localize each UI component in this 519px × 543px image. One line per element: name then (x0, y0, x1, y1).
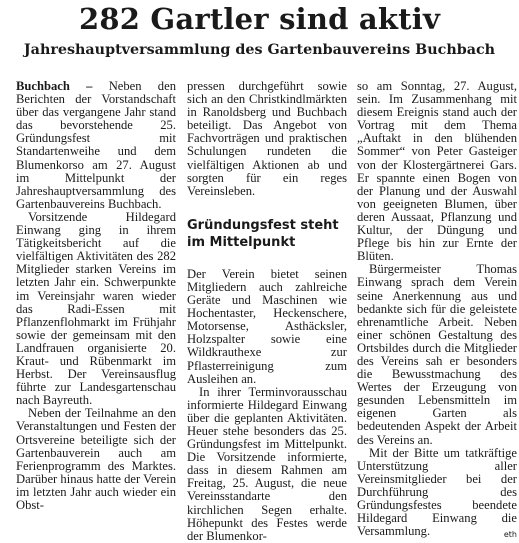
article-column-2 (187, 80, 347, 543)
paragraph (16, 80, 176, 211)
article-column-3 (357, 80, 517, 541)
article-headline: 282 Gartler sind aktiv (78, 2, 441, 36)
author-signature: eth (503, 530, 517, 540)
article-column-1 (16, 80, 176, 512)
paragraph-text: Mit der Bitte um tatkräftige Unterstützung aller Vereinsmitglieder bei der Durchführung des Gründungsfestes beendete Hildegard Einwang die Versammlung. (357, 445, 517, 539)
paragraph (357, 447, 517, 539)
paragraph: Vorsitzende Hildegard Einwang ging in ihrem Tätigkeitsbericht auf die vielfältigen Aktivitäten des 282 Mitglieder starken Vereins im letzten Jahr ein. Schwerpunkte im Vereinsjahr waren wieder das Radi-Essen mit Pflanzenflohmarkt im Frühjahr sowie der gemeinsam mit den Landfrauen organisierte 20. Kraut- und Rübenmarkt im Herbst. Der Vereinsausflug führte zur Landesgartenschau nach Bayreuth. (16, 209, 176, 408)
paragraph: pressen durchgeführt sowie sich an den Christkindlmärkten in Ranoldsberg und Buchbach beteiligt. Das Angebot von Fachvorträgen und praktischen Schulungen rundeten die vielfältigen Aktionen ab und sorgten für ein reges Vereinsleben. (187, 79, 347, 198)
dateline: Buchbach – (16, 79, 93, 93)
article-subheadline: Jahreshauptversammlung des Gartenbauvereins Buchbach (23, 42, 496, 58)
paragraph-text: Neben den Berichten der Vorstandschaft über das vergangene Jahr stand das bevorstehende 25. Gründungsfest mit Standartenweihe und dem Blumenkorso am 27. August im Mittelpunkt der Jahreshauptversammlung des Gartenbauvereins Buchbach. (16, 79, 176, 211)
paragraph: so am Sonntag, 27. August, sein. Im Zusammenhang mit diesem Ereignis stand auch der Vortrag mit dem Thema „Auftakt in den blühenden Sommer“ von Peter Gasteiger von der Klostergärtnerei Gars. Er spannte einen Bogen von der Planung und der Auswahl von geeigneten Blumen, über deren Aussaat, Pflanzung und Kultur, der Düngung und Pflege bis hin zur Ernte der Blüten. (357, 79, 517, 264)
paragraph: Der Verein bietet seinen Mitgliedern auch zahlreiche Geräte und Maschinen wie Hochentaster, Heckenschere, Motorsense, Asthäcksler, Holzspalter sowie eine Wildkrauthexe zur Pflasterreinigung zum Ausleihen an. (187, 266, 347, 386)
paragraph: In ihrer Terminvorausschau informierte Hildegard Einwang über die geplanten Aktivitäten. Heuer stehe besonders das 25. Gründungsfest im Mittelpunkt. Die Vorsitzende informierte, dass in diesem Rahmen am Freitag, 25. August, die neue Vereinsstandarte den kirchlichen Segen erhalte. Höhepunkt des Festes werde der Blumenkor- (187, 384, 347, 543)
crosshead: Gründungsfest steht im Mittelpunkt (187, 217, 339, 250)
paragraph: Bürgermeister Thomas Einwang sprach dem Verein seine Anerkennung aus und bedankte sich für die geleistete ehrenamtliche Arbeit. Neben einer schönen Gestaltung des Ortsbildes durch die Mitglieder des Vereins sah er besonders die Bewusstmachung des Wertes der Erzeugung von gesunden Lebensmitteln im eigenen Garten als bedeutenden Aspekt der Arbeit des Vereins an. (357, 262, 517, 447)
paragraph: Neben der Teilnahme an den Veranstaltungen und Festen der Ortsvereine beteiligte sich der Gartenbauverein auch am Ferienprogramm des Marktes. Darüber hinaus hatte der Verein im letzten Jahr auch wieder ein Obst- (16, 406, 176, 512)
